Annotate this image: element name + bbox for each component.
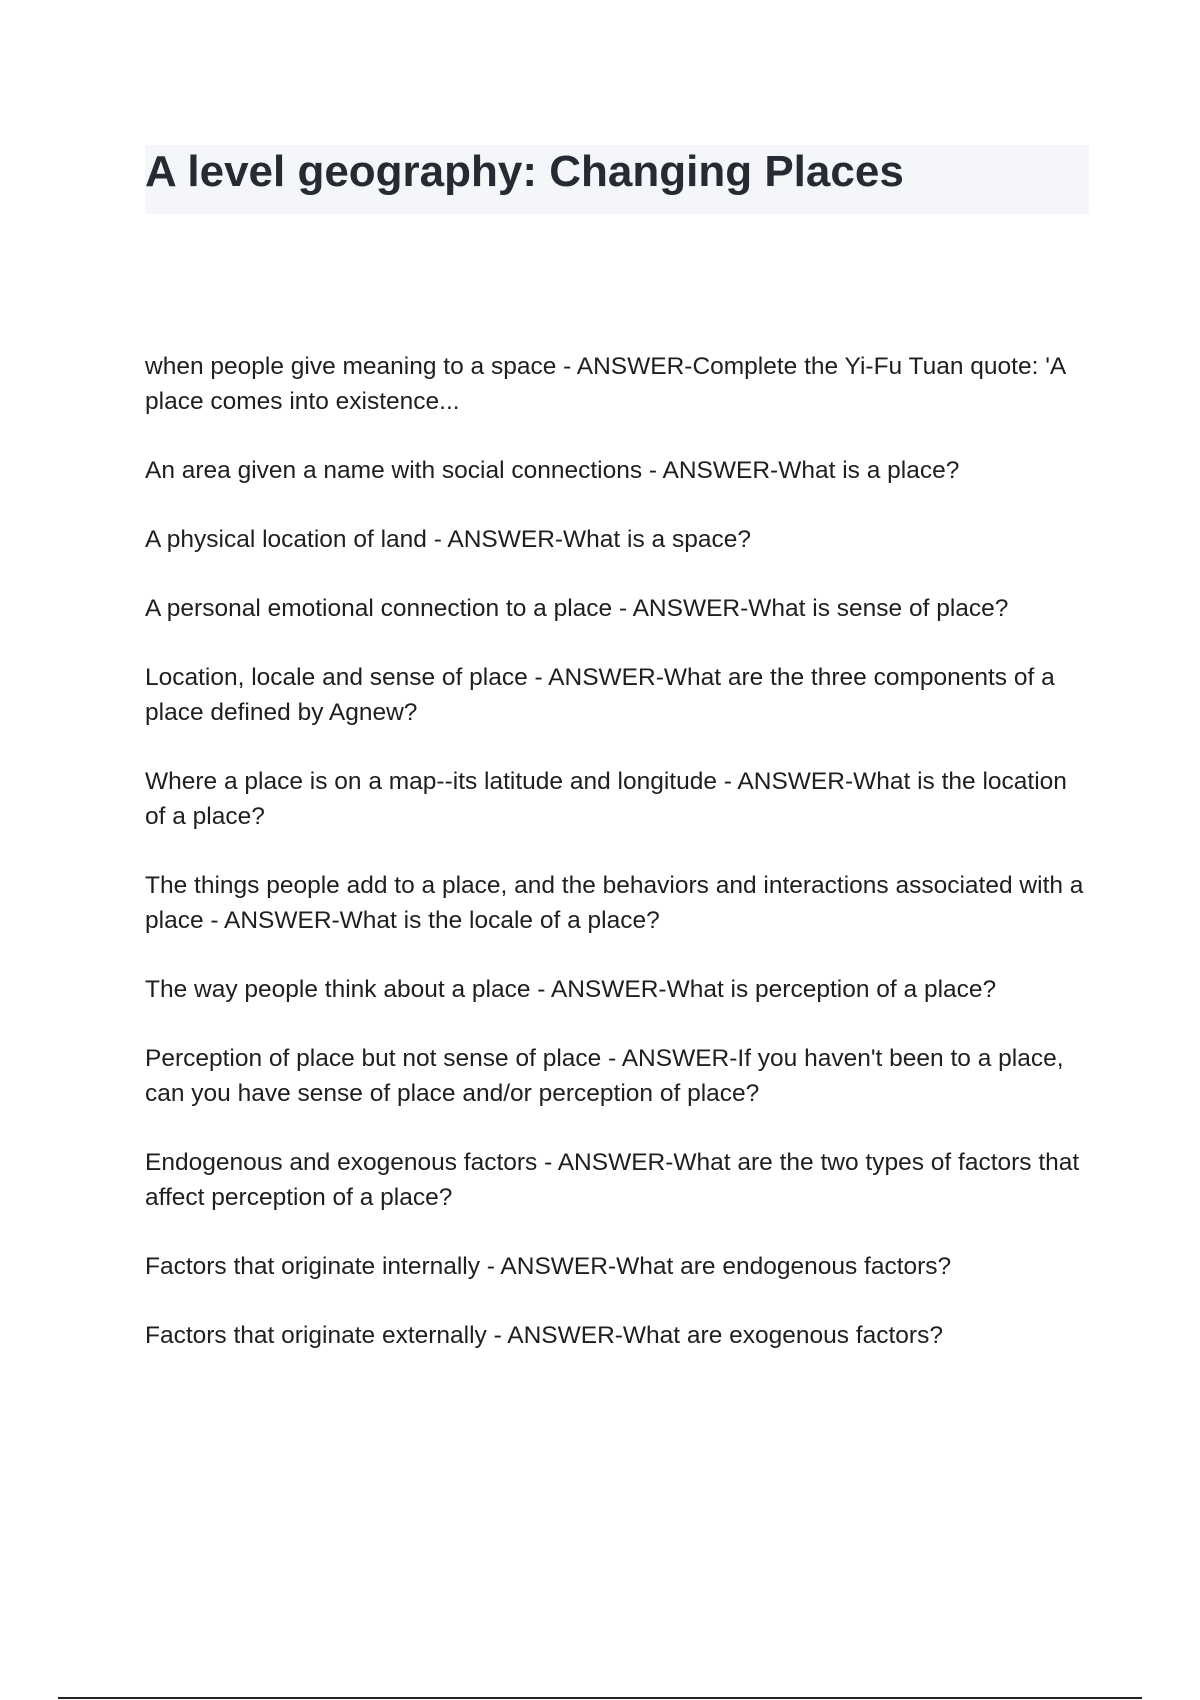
qa-item: Where a place is on a map--its latitude and longitude - ANSWER-What is the location of a place? — [145, 768, 1067, 830]
qa-item: Factors that originate internally - ANSWER-What are endogenous factors? — [145, 1253, 952, 1280]
page-bottom-divider — [58, 1697, 1142, 1699]
qa-item: A physical location of land - ANSWER-What is a space? — [145, 526, 751, 553]
qa-item: Endogenous and exogenous factors - ANSWER-What are the two types of factors that affect perception of a place? — [145, 1149, 1080, 1211]
qa-item: The things people add to a place, and the behaviors and interactions associated with a place - ANSWER-What is the locale of a place? — [145, 872, 1084, 934]
qa-item: Perception of place but not sense of place - ANSWER-If you haven't been to a place, can you have sense of place and/or perception of place? — [145, 1045, 1064, 1107]
qa-item: Factors that originate externally - ANSWER-What are exogenous factors? — [145, 1322, 943, 1349]
qa-item: An area given a name with social connections - ANSWER-What is a place? — [145, 457, 960, 484]
qa-item: A personal emotional connection to a place - ANSWER-What is sense of place? — [145, 595, 1009, 622]
qa-item: The way people think about a place - ANSWER-What is perception of a place? — [145, 976, 997, 1003]
document-title: A level geography: Changing Places — [145, 147, 904, 196]
qa-list — [145, 349, 1085, 1387]
qa-item: Location, locale and sense of place - ANSWER-What are the three components of a place defined by Agnew? — [145, 664, 1055, 726]
qa-item: when people give meaning to a space - ANSWER-Complete the Yi-Fu Tuan quote: 'A place comes into existence... — [145, 353, 1065, 415]
